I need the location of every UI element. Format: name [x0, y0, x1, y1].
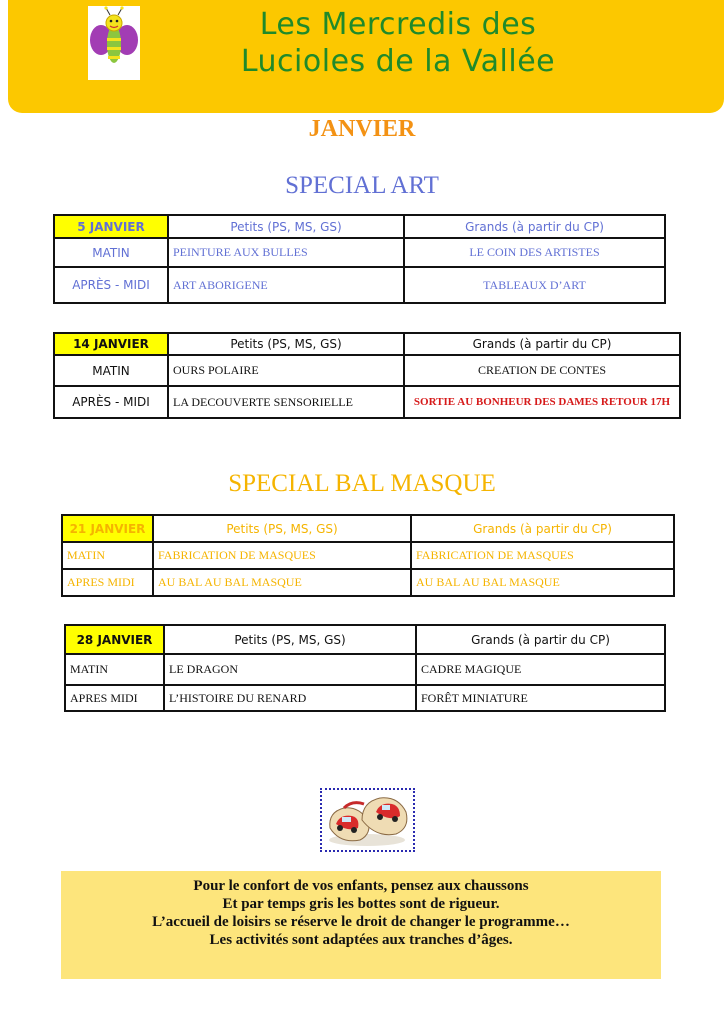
activity-grands-apres-midi-sortie: SORTIE AU BONHEUR DES DAMES RETOUR 17H	[404, 386, 680, 418]
month-heading: JANVIER	[308, 116, 416, 142]
column-header-grands: Grands (à partir du CP)	[404, 215, 665, 238]
notice-box	[61, 871, 661, 979]
row-label-apres-midi: APRES MIDI	[65, 685, 164, 711]
column-header-petits: Petits (PS, MS, GS)	[164, 625, 416, 654]
activity-petits-apres-midi: LA DECOUVERTE SENSORIELLE	[168, 386, 404, 418]
row-label-matin: MATIN	[54, 238, 168, 267]
activity-grands-matin: CADRE MAGIQUE	[416, 654, 665, 685]
page-title	[148, 6, 648, 80]
activity-grands-matin: CREATION DE CONTES	[404, 355, 680, 386]
row-label-matin: MATIN	[65, 654, 164, 685]
activity-petits-apres-midi: ART ABORIGENE	[168, 267, 404, 303]
activity-grands-matin: LE COIN DES ARTISTES	[404, 238, 665, 267]
date-cell: 5 JANVIER	[54, 215, 168, 238]
schedule-table-14-janvier	[53, 332, 681, 419]
title-line-2: Lucioles de la Vallée	[240, 44, 556, 79]
activity-grands-apres-midi: AU BAL AU BAL MASQUE	[411, 569, 674, 596]
date-cell: 14 JANVIER	[54, 333, 168, 355]
notice-line-2: Et par temps gris les bottes sont de rigueur.	[222, 896, 500, 912]
date-cell: 21 JANVIER	[62, 515, 153, 542]
slippers-image	[320, 788, 415, 852]
column-header-petits: Petits (PS, MS, GS)	[153, 515, 411, 542]
row-label-matin: MATIN	[62, 542, 153, 569]
column-header-grands: Grands (à partir du CP)	[404, 333, 680, 355]
section-heading-art: SPECIAL ART	[285, 172, 439, 199]
section-heading-bal-masque: SPECIAL BAL MASQUE	[228, 470, 496, 497]
schedule-table-28-janvier	[64, 624, 666, 712]
row-label-apres-midi: APRÈS - MIDI	[54, 386, 168, 418]
header-banner	[8, 0, 724, 113]
activity-grands-apres-midi: FORÊT MINIATURE	[416, 685, 665, 711]
firefly-logo-icon	[88, 6, 140, 80]
activity-petits-matin: FABRICATION DE MASQUES	[153, 542, 411, 569]
column-header-petits: Petits (PS, MS, GS)	[168, 333, 404, 355]
slipper-icon	[322, 790, 413, 850]
row-label-apres-midi: APRÈS - MIDI	[54, 267, 168, 303]
column-header-petits: Petits (PS, MS, GS)	[168, 215, 404, 238]
title-line-1: Les Mercredis des	[259, 7, 537, 42]
activity-petits-matin: PEINTURE AUX BULLES	[168, 238, 404, 267]
column-header-grands: Grands (à partir du CP)	[411, 515, 674, 542]
activity-grands-apres-midi: TABLEAUX D’ART	[404, 267, 665, 303]
row-label-matin: MATIN	[54, 355, 168, 386]
activity-petits-apres-midi: L’HISTOIRE DU RENARD	[164, 685, 416, 711]
activity-petits-matin: OURS POLAIRE	[168, 355, 404, 386]
activity-petits-matin: LE DRAGON	[164, 654, 416, 685]
date-cell: 28 JANVIER	[65, 625, 164, 654]
notice-line-3: L’accueil de loisirs se réserve le droit de changer le programme…	[152, 914, 570, 930]
activity-grands-matin: FABRICATION DE MASQUES	[411, 542, 674, 569]
schedule-table-5-janvier	[53, 214, 666, 304]
column-header-grands: Grands (à partir du CP)	[416, 625, 665, 654]
schedule-table-21-janvier	[61, 514, 675, 597]
notice-line-4: Les activités sont adaptées aux tranches d’âges.	[209, 932, 513, 948]
activity-petits-apres-midi: AU BAL AU BAL MASQUE	[153, 569, 411, 596]
notice-line-1: Pour le confort de vos enfants, pensez aux chaussons	[193, 878, 529, 894]
row-label-apres-midi: APRES MIDI	[62, 569, 153, 596]
